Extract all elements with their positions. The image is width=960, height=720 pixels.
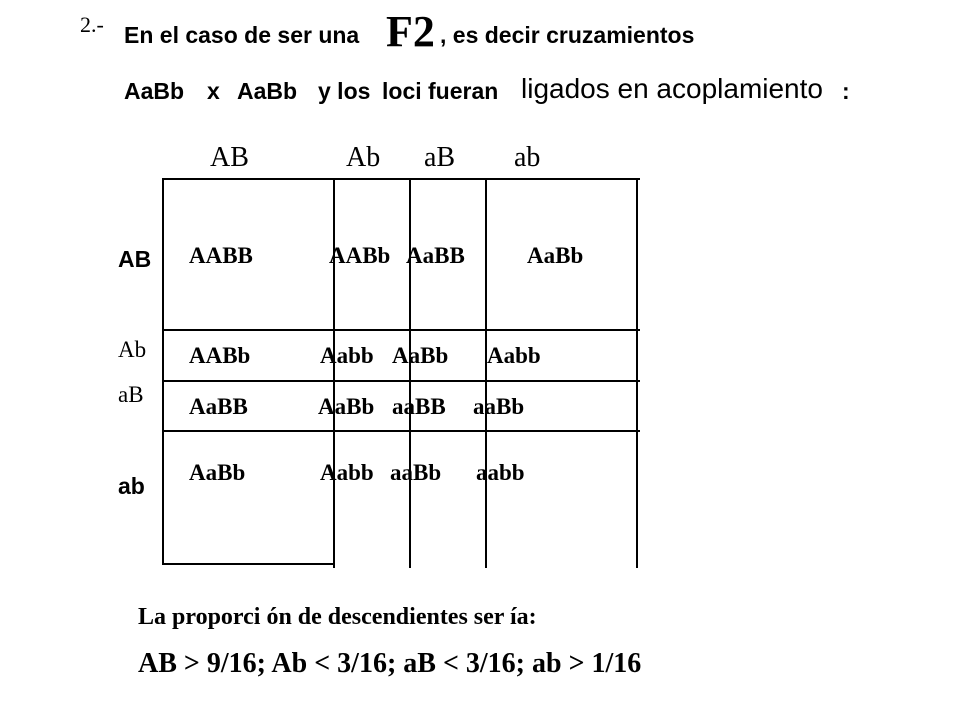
column-header: ab [514, 142, 541, 173]
genotype-cell: AaBB [189, 394, 248, 419]
heading-generation: F2 [386, 7, 435, 56]
genotype-cell: AaBb [189, 460, 246, 485]
genotype-cell: Aabb [320, 460, 374, 485]
row-header: Ab [118, 337, 147, 362]
genotype-cell: Aabb [487, 343, 541, 368]
cross-parent-2: AaBb [237, 78, 298, 104]
cross-linkage: ligados en acoplamiento [521, 73, 823, 104]
genotype-cell: AaBb [392, 343, 449, 368]
column-header: aB [424, 142, 456, 173]
row-header: ab [118, 473, 145, 499]
genotype-cell: AABb [329, 243, 391, 268]
row-header: AB [118, 246, 152, 272]
heading-intro: En el caso de ser una [124, 22, 360, 48]
cross-parent-1: AaBb [124, 78, 185, 104]
cross-times: x [207, 78, 220, 104]
genotype-cell: AABB [189, 243, 253, 268]
heading-cross-text: , es decir cruzamientos [440, 22, 695, 48]
genotype-cell: Aabb [320, 343, 374, 368]
genotype-cell: AaBb [527, 243, 584, 268]
column-header: AB [210, 142, 249, 173]
genotype-cell: aabb [476, 460, 525, 485]
column-header: Ab [346, 142, 381, 173]
row-header: aB [118, 382, 144, 407]
summary-label: La proporci ón de descendientes ser ía: [138, 604, 537, 630]
cross-loci-fueran: loci fueran [382, 78, 499, 104]
genotype-cell: aaBb [473, 394, 525, 419]
genotype-cell: AaBB [406, 243, 465, 268]
genotype-cell: AaBb [318, 394, 375, 419]
genotype-cell: aaBb [390, 460, 442, 485]
cross-y-los: y los [318, 78, 371, 104]
genotype-cell: aaBB [392, 394, 446, 419]
genotype-cell: AABb [189, 343, 251, 368]
summary-result: AB > 9/16; Ab < 3/16; aB < 3/16; ab > 1/16 [138, 648, 642, 679]
heading-number: 2.- [80, 12, 104, 37]
cross-colon: : [842, 78, 850, 104]
